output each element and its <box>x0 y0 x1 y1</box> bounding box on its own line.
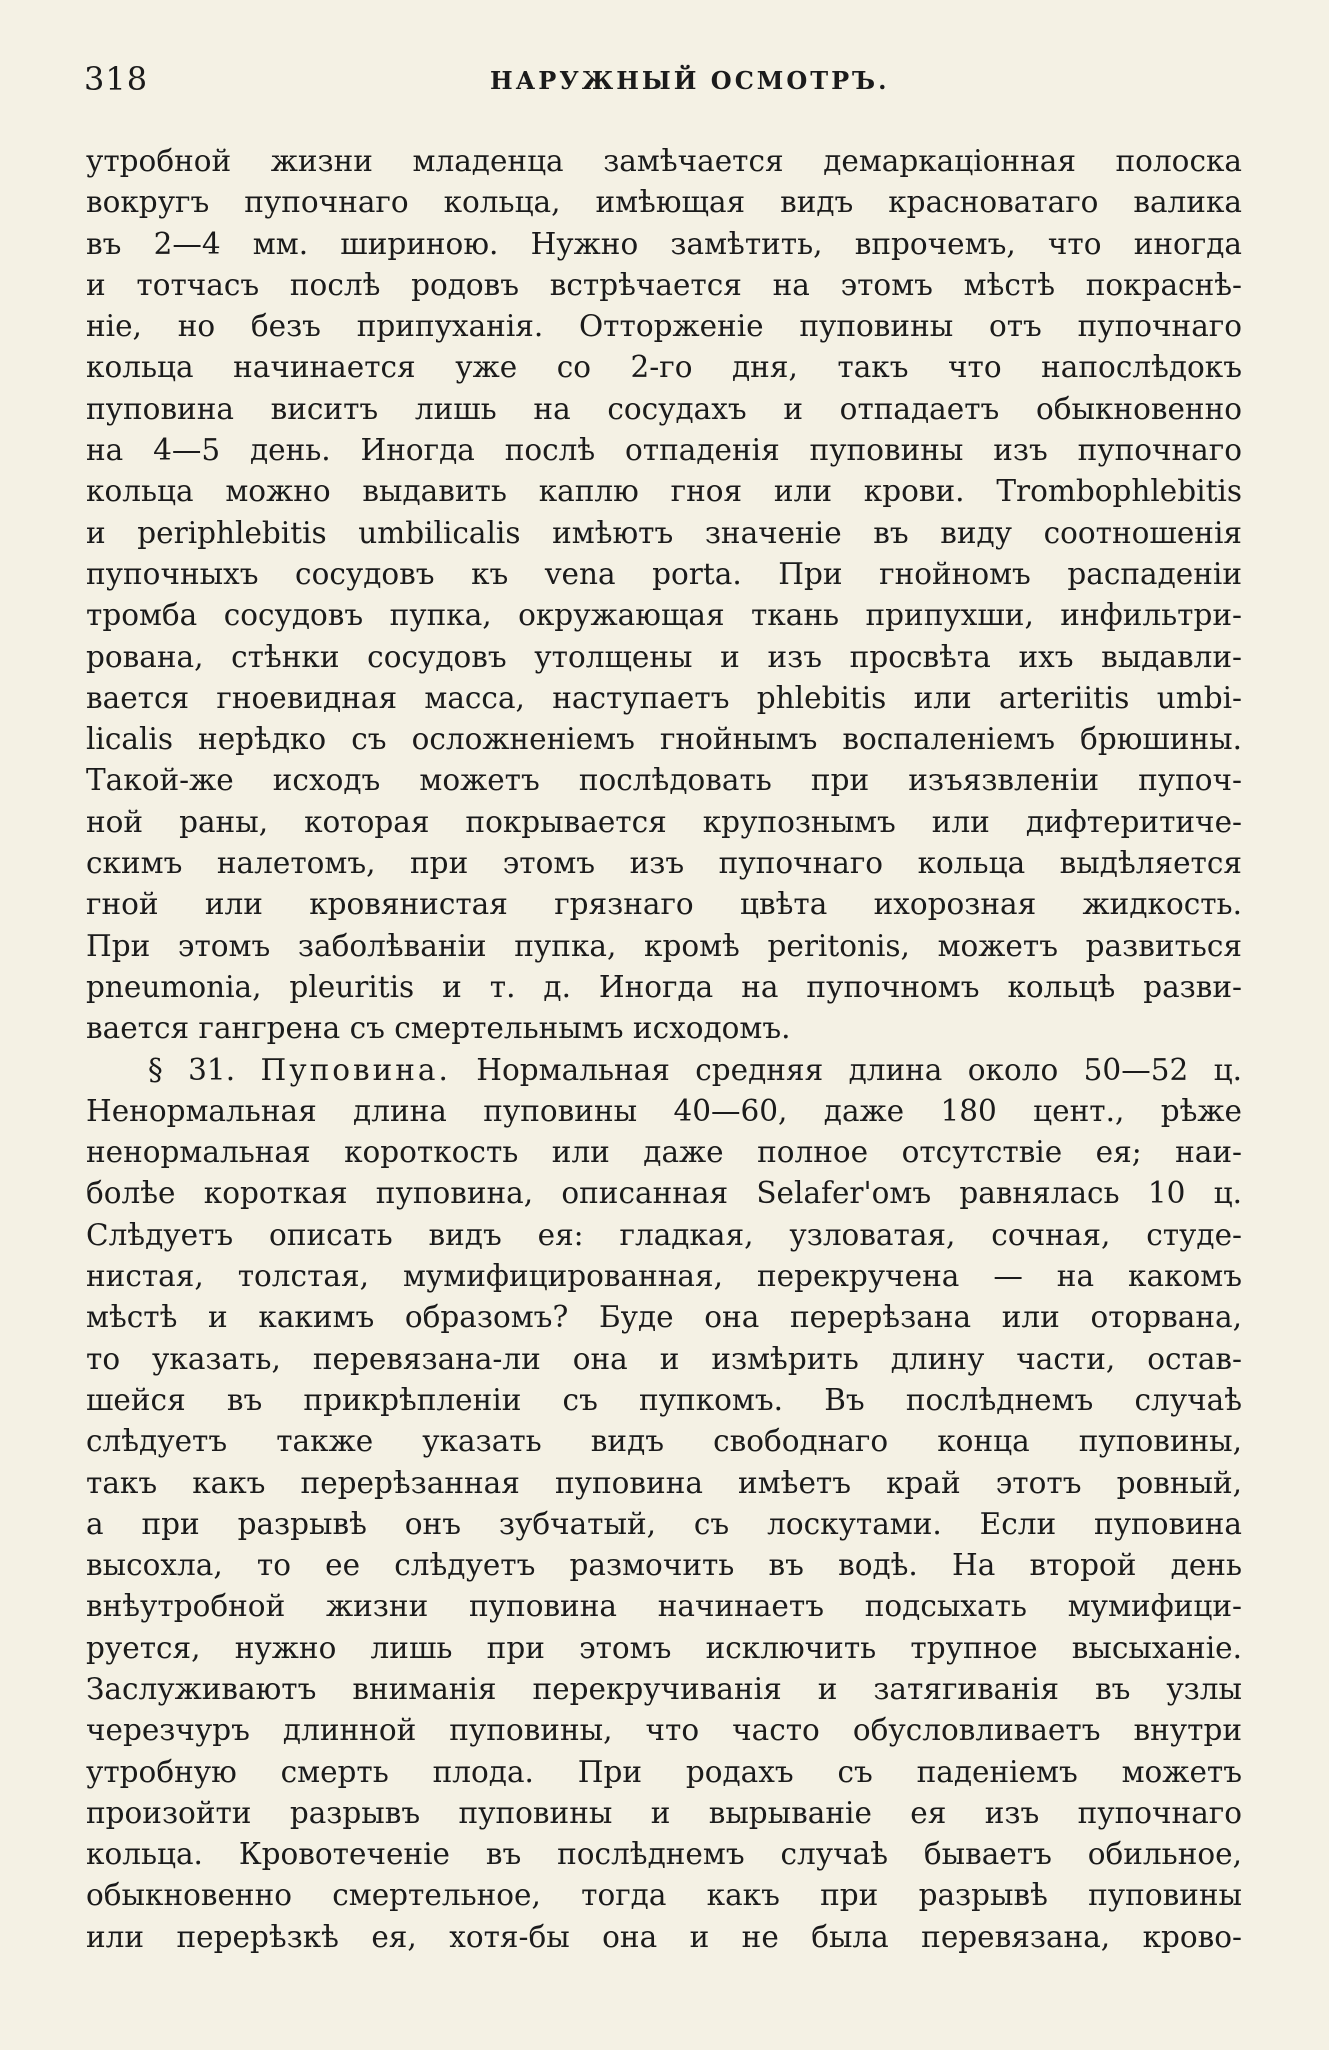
text-line: вокругъ пупочнаго кольца, имѣющая видъ красноватаго валика <box>86 185 1242 220</box>
text-line: гной или кровянистая грязнаго цвѣта ихорозная жидкость. <box>86 887 1242 922</box>
text-line: произойти разрывъ пуповины и вырываніе ея изъ пупочнаго <box>86 1795 1242 1830</box>
text-line: Такой-же исходъ можетъ послѣдовать при изъязвленіи пупоч- <box>86 763 1242 798</box>
text-line: на 4—5 день. Иногда послѣ отпаденія пуповины изъ пупочнаго <box>86 433 1242 468</box>
text-line: то указать, перевязана-ли она и измѣрить длину части, остав- <box>86 1341 1242 1376</box>
text-line: кольца начинается уже со 2-го дня, такъ что напослѣдокъ <box>86 350 1242 385</box>
text-line: обыкновенно смертельное, тогда какъ при разрывѣ пуповины <box>86 1878 1242 1913</box>
text-line: утробной жизни младенца замѣчается демаркаціонная полоска <box>86 144 1242 178</box>
text-line: утробную смерть плода. При родахъ съ паденіемъ можетъ <box>86 1754 1242 1789</box>
section-lead-text: Нормальная средняя длина около 50—52 ц. <box>476 1052 1242 1087</box>
text-line: ненормальная короткость или даже полное отсутствіе ея; наи- <box>86 1135 1242 1170</box>
body-text <box>86 141 1242 1958</box>
text-line: пуповина виситъ лишь на сосудахъ и отпадаетъ обыкновенно <box>86 391 1242 426</box>
text-line: Заслуживаютъ вниманія перекручиванія и затягиванія въ узлы <box>86 1671 1242 1706</box>
text-line: болѣе короткая пуповина, описанная Selafer'омъ равнялась 10 ц. <box>86 1176 1242 1211</box>
text-line: шейся въ прикрѣпленіи съ пупкомъ. Въ послѣднемъ случаѣ <box>86 1382 1242 1417</box>
text-line: ной раны, которая покрывается крупознымъ или дифтеритиче- <box>86 804 1242 839</box>
text-line: внѣутробной жизни пуповина начинаетъ подсыхать мумифици- <box>86 1589 1242 1624</box>
text-line: черезчуръ длинной пуповины, что часто обусловливаетъ внутри <box>86 1713 1242 1748</box>
text-line: ніе, но безъ припуханія. Отторженіе пуповины отъ пупочнаго <box>86 309 1242 344</box>
section-title: Пуповина. <box>260 1052 451 1087</box>
text-line: нистая, толстая, мумифицированная, перекручена — на какомъ <box>86 1259 1242 1294</box>
text-line: вается гноевидная масса, наступаетъ phlebitis или arteriitis umbi- <box>86 680 1242 715</box>
text-line: Слѣдуетъ описать видъ ея: гладкая, узловатая, сочная, студе- <box>86 1217 1242 1252</box>
text-line: мѣстѣ и какимъ образомъ? Буде она перерѣзана или оторвана, <box>86 1300 1242 1335</box>
text-line: въ 2—4 мм. шириною. Нужно замѣтить, впрочемъ, что иногда <box>86 226 1242 261</box>
text-line: руется, нужно лишь при этомъ исключить трупное высыханіе. <box>86 1630 1242 1665</box>
text-line: такъ какъ перерѣзанная пуповина имѣетъ край этотъ ровный, <box>86 1465 1242 1500</box>
text-line: пупочныхъ сосудовъ къ vena porta. При гнойномъ распаденіи <box>86 556 1242 591</box>
text-line: тромба сосудовъ пупка, окружающая ткань припухши, инфильтри- <box>86 598 1242 633</box>
text-line: При этомъ заболѣваніи пупка, кромѣ peritonis, можетъ развиться <box>86 928 1242 963</box>
text-line: или перерѣзкѣ ея, хотя-бы она и не была перевязана, крово- <box>86 1919 1242 1954</box>
section-number: § 31. <box>148 1052 236 1087</box>
section-heading-line <box>86 1050 1242 1091</box>
page-number: 318 <box>84 60 149 98</box>
text-line: рована, стѣнки сосудовъ утолщены и изъ просвѣта ихъ выдавли- <box>86 639 1242 674</box>
running-head: НАРУЖНЫЙ ОСМОТРЪ. <box>490 66 890 95</box>
text-line: Ненормальная длина пуповины 40—60, даже 180 цент., рѣже <box>86 1093 1242 1128</box>
paragraph-end-line: вается гангрена съ смертельнымъ исходомъ. <box>86 1011 791 1046</box>
text-line: кольца можно выдавить каплю гноя или крови. Trombophlebitis <box>86 474 1242 509</box>
text-line: высохла, то ее слѣдуетъ размочить въ водѣ. На второй день <box>86 1548 1242 1583</box>
text-line: а при разрывѣ онъ зубчатый, съ лоскутами. Если пуповина <box>86 1506 1242 1541</box>
text-line: слѣдуетъ также указать видъ свободнаго конца пуповины, <box>86 1424 1242 1459</box>
text-line: и periphlebitis umbilicalis имѣютъ значеніе въ виду соотношенія <box>86 515 1242 550</box>
text-line: кольца. Кровотеченіе въ послѣднемъ случаѣ бываетъ обильное, <box>86 1837 1242 1872</box>
text-line: и тотчасъ послѣ родовъ встрѣчается на этомъ мѣстѣ покраснѣ- <box>86 267 1242 302</box>
text-line: pneumonia, pleuritis и т. д. Иногда на пупочномъ кольцѣ разви- <box>86 969 1242 1004</box>
text-line: licalis нерѣдко съ осложненіемъ гнойнымъ воспаленіемъ брюшины. <box>86 722 1242 757</box>
text-line: скимъ налетомъ, при этомъ изъ пупочнаго кольца выдѣляется <box>86 846 1242 881</box>
